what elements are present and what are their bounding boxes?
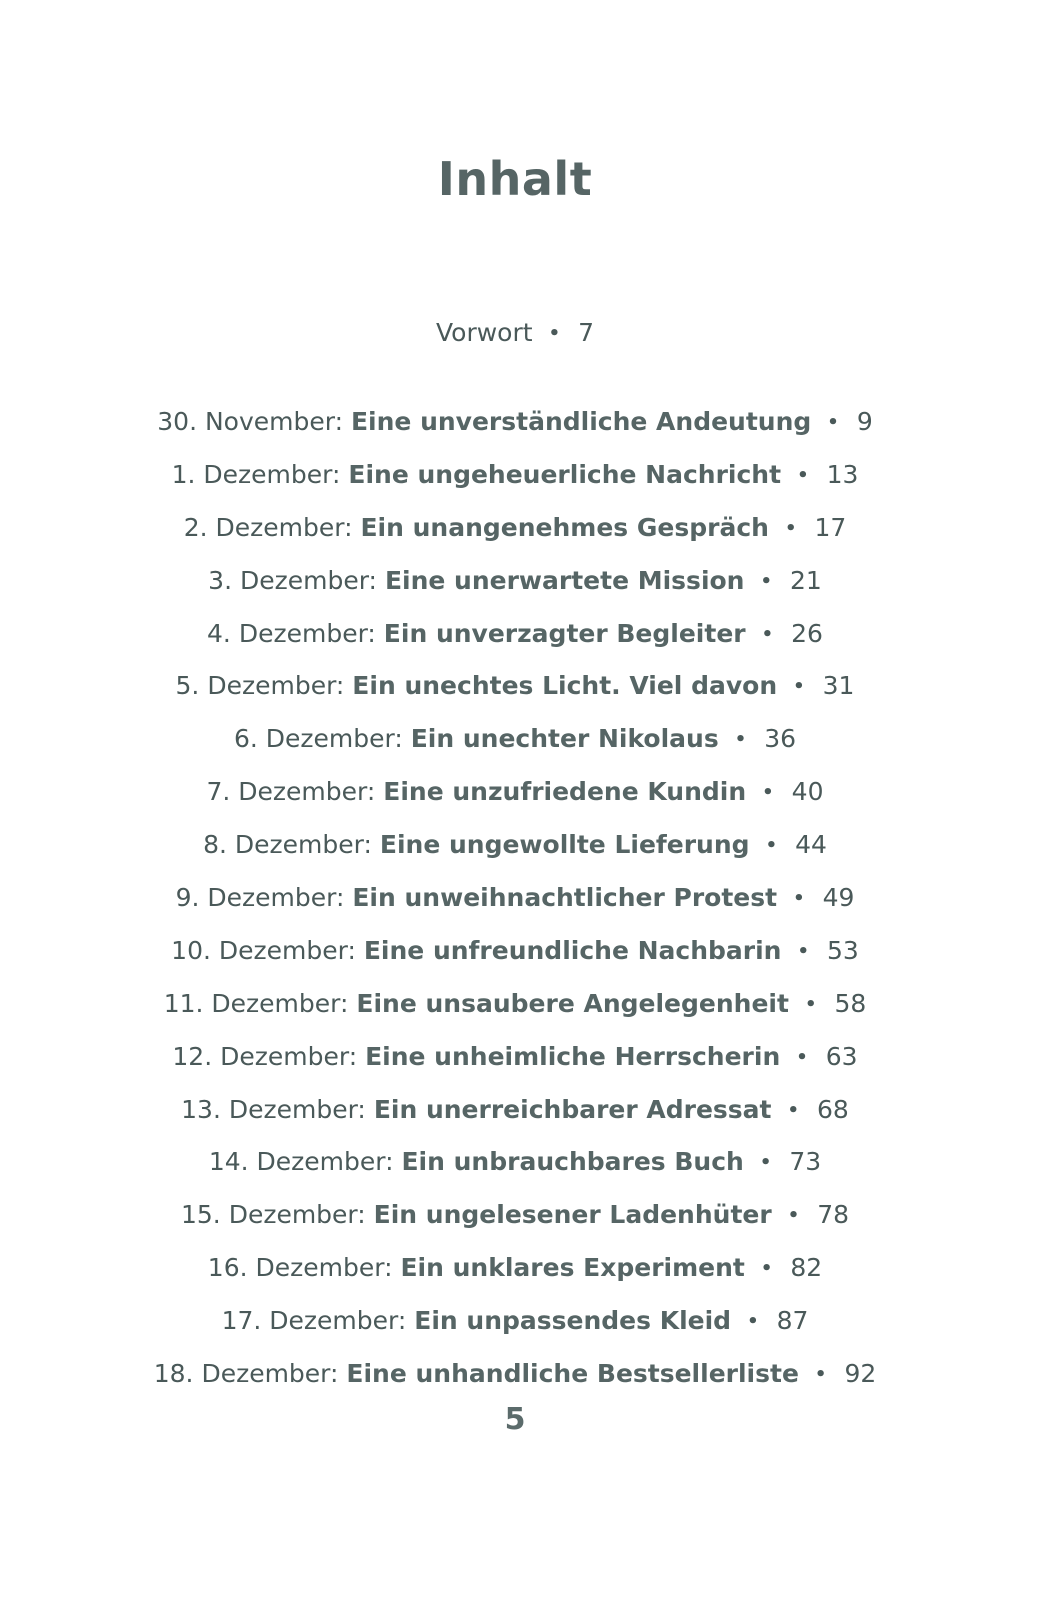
toc-chapter-title: Eine unzufriedene Kundin	[383, 777, 747, 807]
toc-page: 53	[827, 935, 859, 965]
toc-entry	[0, 881, 1030, 934]
toc-entry	[0, 722, 1030, 775]
separator-dot: •	[765, 835, 778, 857]
toc-date: 30. November:	[157, 407, 344, 436]
toc-entry	[0, 1040, 1030, 1093]
toc-entry	[0, 564, 1030, 617]
toc-entry	[0, 1093, 1030, 1146]
toc-entry	[0, 669, 1030, 722]
toc-date: 14. Dezember:	[208, 1147, 394, 1177]
toc-chapter-title: Ein ungelesener Ladenhüter	[373, 1200, 772, 1230]
toc-date: 3. Dezember:	[208, 565, 377, 595]
toc-page: 36	[764, 724, 797, 754]
separator-dot: •	[814, 1364, 827, 1386]
toc-entry	[0, 934, 1030, 987]
toc-page: 87	[776, 1306, 809, 1336]
toc-entry	[0, 775, 1030, 828]
page-number: 5	[504, 1402, 526, 1437]
toc-page: 21	[790, 565, 822, 595]
toc-chapter-title: Eine unerwartete Mission	[384, 565, 745, 595]
toc-chapter-title: Ein unpassendes Kleid	[414, 1306, 732, 1336]
separator-dot: •	[762, 782, 774, 804]
toc-chapter-title: Eine unverständliche Andeutung	[350, 407, 812, 436]
separator-dot: •	[747, 1311, 759, 1333]
toc-chapter-title: Ein unklares Experiment	[400, 1253, 745, 1283]
toc-entry	[0, 405, 1030, 458]
separator-dot: •	[796, 1046, 808, 1068]
toc-page: 58	[834, 988, 867, 1018]
toc-entry	[0, 1198, 1030, 1251]
separator-dot: •	[797, 464, 809, 486]
toc-date: 5. Dezember:	[175, 671, 345, 701]
toc-entry	[0, 617, 1030, 670]
separator-dot: •	[760, 1258, 773, 1280]
toc-date: 16. Dezember:	[207, 1253, 393, 1283]
separator-dot: •	[827, 412, 839, 433]
toc-entry	[0, 458, 1030, 511]
toc-date: 9. Dezember:	[175, 883, 345, 913]
toc-date: 7. Dezember:	[206, 777, 376, 807]
toc-page: 44	[795, 830, 827, 860]
separator-dot: •	[761, 623, 774, 645]
toc-date: 12. Dezember:	[172, 1041, 358, 1071]
toc-page: 68	[817, 1094, 849, 1124]
toc-chapter-title: Ein unverzagter Begleiter	[383, 618, 746, 648]
toc-page: 40	[791, 777, 824, 807]
separator-dot: •	[793, 888, 805, 910]
toc-chapter-title: Ein unechtes Licht. Viel davon	[352, 671, 778, 701]
separator-dot: •	[548, 323, 561, 344]
toc-date: 8. Dezember:	[203, 830, 372, 860]
toc-page: 92	[844, 1359, 877, 1389]
toc-date: 10. Dezember:	[171, 935, 356, 965]
toc-page: 82	[790, 1253, 823, 1283]
separator-dot: •	[759, 1152, 772, 1174]
separator-dot: •	[793, 676, 805, 698]
preface-page: 7	[578, 318, 594, 347]
page-title: Inhalt	[437, 152, 593, 206]
toc-date: 11. Dezember:	[163, 988, 349, 1018]
toc-page: 26	[791, 618, 823, 648]
toc-entry	[0, 511, 1030, 564]
toc-page: 49	[822, 883, 855, 913]
toc-entry	[0, 1145, 1030, 1198]
toc-chapter-title: Ein unweihnachtlicher Protest	[352, 883, 778, 913]
separator-dot: •	[760, 570, 772, 592]
toc-chapter-title: Ein unerreichbarer Adressat	[373, 1094, 772, 1124]
preface-entry	[0, 318, 1030, 347]
toc-page: 13	[826, 459, 859, 489]
toc-entry	[0, 987, 1030, 1040]
toc-date: 15. Dezember:	[180, 1200, 366, 1230]
toc-page: 73	[789, 1147, 822, 1177]
toc-date: 17. Dezember:	[221, 1306, 407, 1336]
toc-chapter-title: Ein unangenehmes Gespräch	[360, 512, 769, 542]
toc-page: 9	[856, 407, 873, 436]
toc-chapter-title: Eine ungeheuerliche Nachricht	[348, 459, 782, 489]
toc-entry	[0, 1251, 1030, 1304]
separator-dot: •	[734, 729, 747, 751]
separator-dot: •	[787, 1205, 800, 1227]
preface-label: Vorwort	[436, 318, 533, 347]
toc-chapter-title: Eine unhandliche Bestsellerliste	[346, 1359, 799, 1389]
toc-chapter-title: Eine unfreundliche Nachbarin	[363, 935, 782, 965]
toc-date: 4. Dezember:	[207, 618, 376, 648]
toc-page: 63	[825, 1041, 858, 1071]
separator-dot: •	[797, 940, 809, 962]
separator-dot: •	[784, 517, 797, 539]
toc-date: 18. Dezember:	[153, 1359, 339, 1389]
toc-page: 78	[817, 1200, 850, 1230]
table-of-contents	[0, 405, 1030, 1410]
toc-entry	[0, 1304, 1030, 1357]
toc-date: 13. Dezember:	[181, 1094, 366, 1124]
toc-chapter-title: Eine unheimliche Herrscherin	[365, 1041, 781, 1071]
separator-dot: •	[804, 993, 817, 1015]
toc-chapter-title: Eine unsaubere Angelegenheit	[356, 988, 789, 1018]
toc-page: 17	[814, 512, 847, 542]
toc-date: 1. Dezember:	[171, 459, 341, 489]
toc-chapter-title: Ein unechter Nikolaus	[410, 724, 719, 754]
toc-page: 31	[822, 671, 855, 701]
separator-dot: •	[787, 1099, 800, 1121]
toc-chapter-title: Ein unbrauchbares Buch	[401, 1147, 744, 1177]
toc-date: 2. Dezember:	[183, 512, 353, 542]
toc-chapter-title: Eine ungewollte Lieferung	[379, 830, 750, 860]
toc-entry	[0, 828, 1030, 881]
toc-date: 6. Dezember:	[233, 724, 403, 754]
